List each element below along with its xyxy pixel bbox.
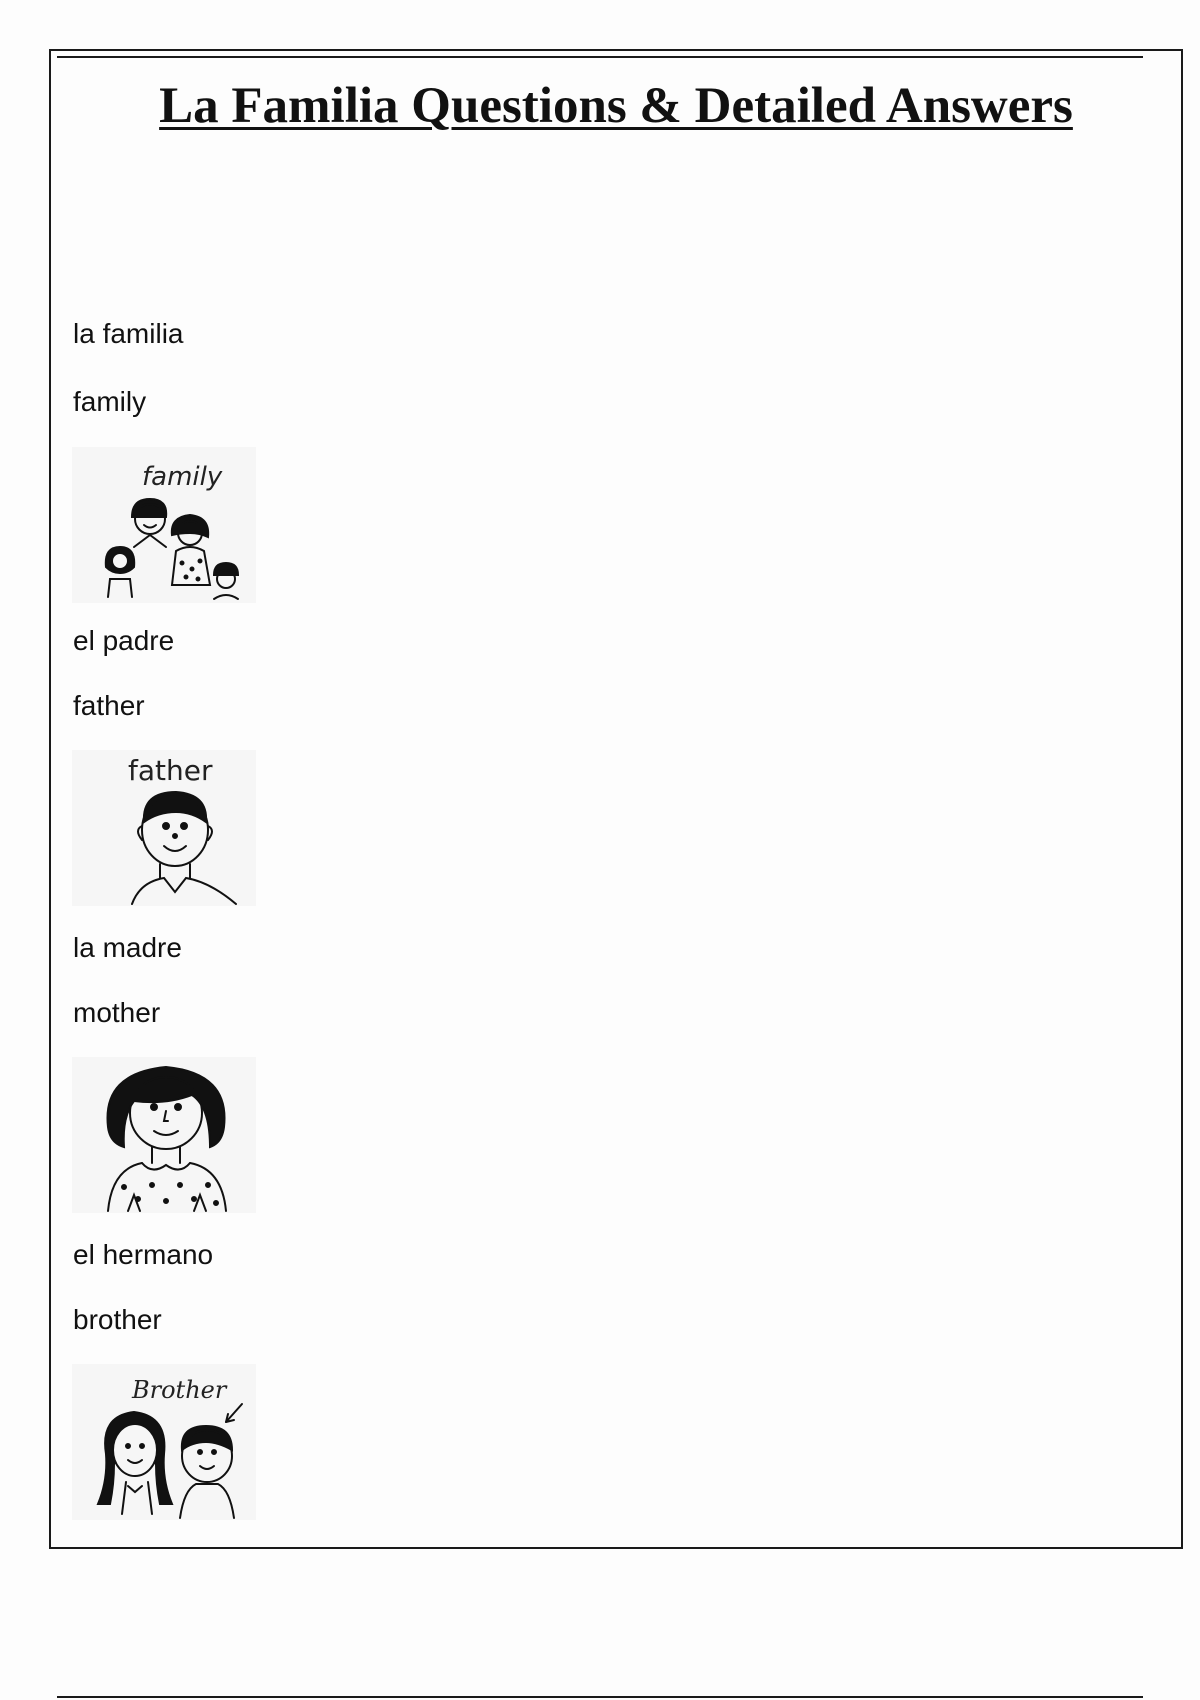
svg-text:father: father xyxy=(128,754,213,787)
brother-drawing-icon xyxy=(72,1364,256,1520)
page-title: La Familia Questions & Detailed Answers xyxy=(159,78,1073,134)
spanish-word: la madre xyxy=(73,932,182,963)
english-word: brother xyxy=(73,1304,162,1335)
father-drawing-icon xyxy=(72,750,256,906)
english-word: family xyxy=(73,386,147,417)
svg-text:family: family xyxy=(142,462,223,492)
svg-text:Brother: Brother xyxy=(132,1376,227,1404)
mother-drawing-icon xyxy=(72,1057,256,1213)
top-rule xyxy=(57,56,1143,58)
bottom-rule xyxy=(57,1696,1143,1698)
spanish-word: la familia xyxy=(73,318,184,349)
english-word: mother xyxy=(73,997,161,1028)
spanish-word: el hermano xyxy=(73,1239,214,1270)
english-word: father xyxy=(73,690,145,721)
spanish-word: el padre xyxy=(73,625,175,656)
family-drawing-icon xyxy=(72,447,256,603)
